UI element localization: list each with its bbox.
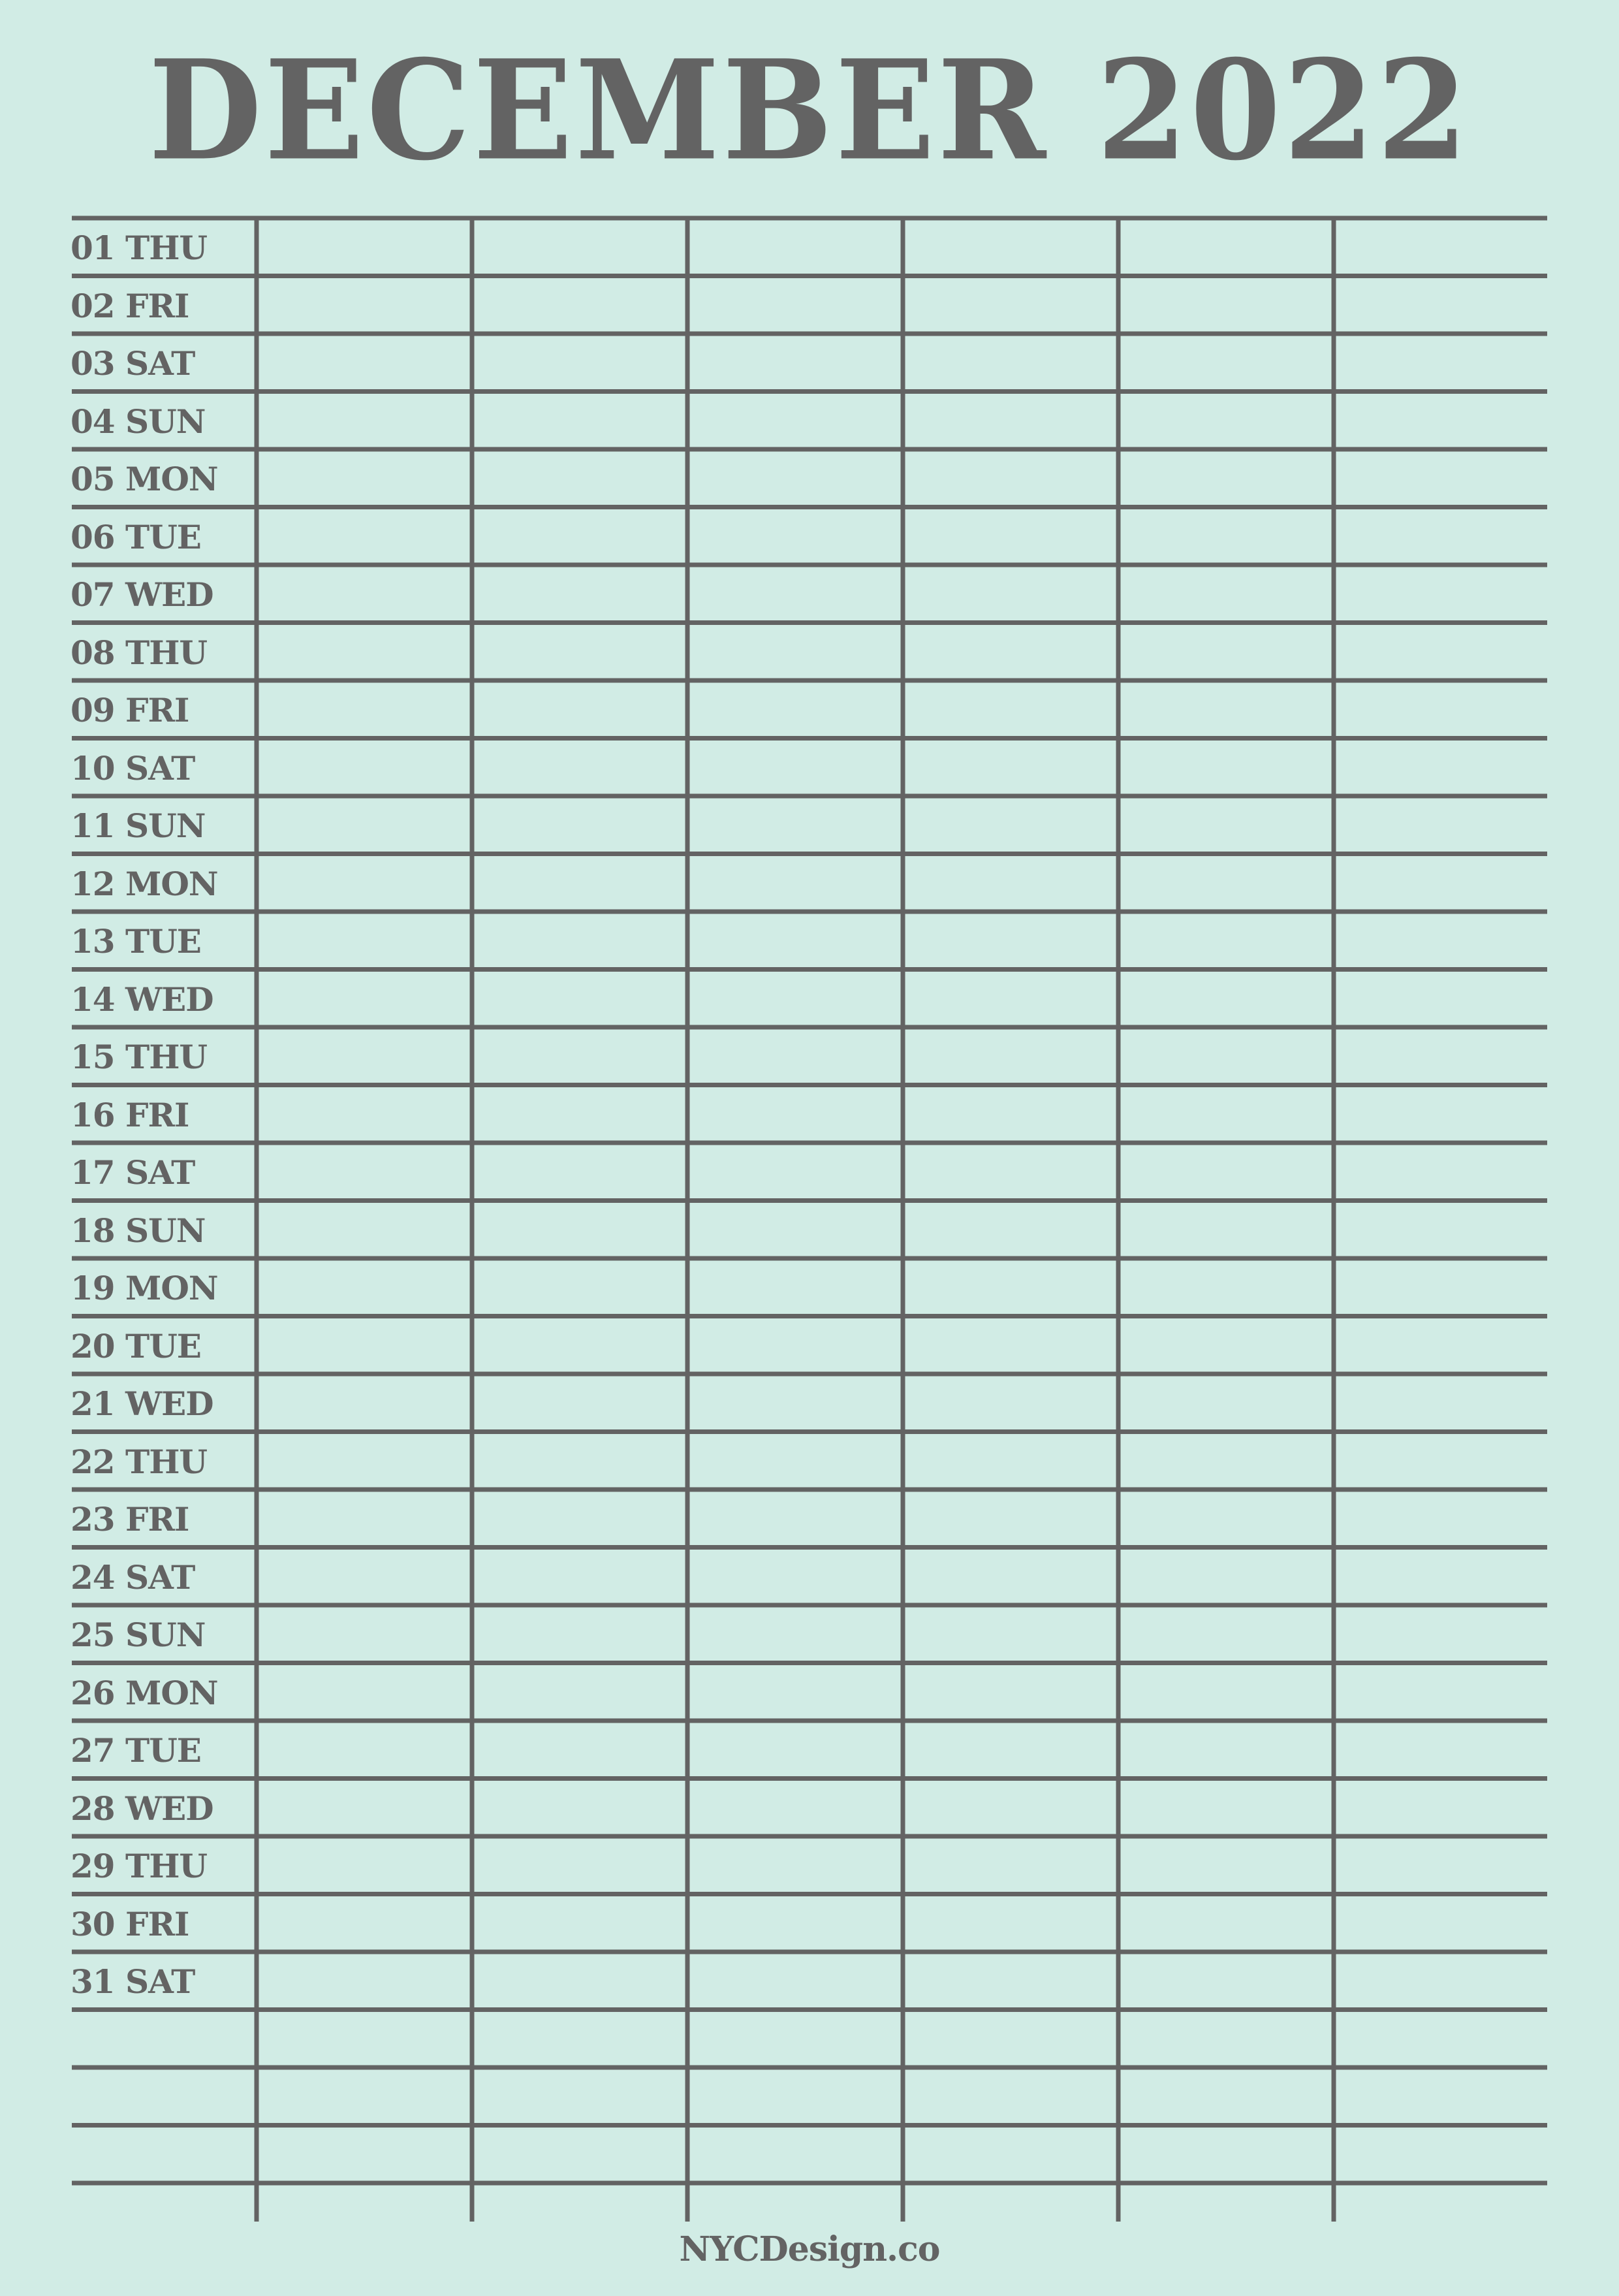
day-label: 30 FRI <box>71 1904 189 1943</box>
day-label: 19 MON <box>71 1269 218 1308</box>
day-label: 20 TUE <box>71 1326 201 1365</box>
day-label: 16 FRI <box>71 1095 189 1134</box>
day-label: 25 SUN <box>71 1616 206 1655</box>
day-label: 11 SUN <box>71 806 206 846</box>
day-label: 29 THU <box>71 1847 208 1886</box>
day-label: 04 SUN <box>71 402 206 441</box>
footer-brand: NYCDesign.co <box>679 2229 940 2269</box>
day-label: 27 TUE <box>71 1731 201 1770</box>
day-label: 21 WED <box>71 1384 213 1424</box>
day-label: 03 SAT <box>71 344 195 383</box>
day-label: 26 MON <box>71 1673 218 1712</box>
page-title: DECEMBER 2022 <box>148 30 1471 191</box>
day-label: 13 TUE <box>71 922 201 961</box>
day-label: 07 WED <box>71 575 213 614</box>
day-label: 08 THU <box>71 633 208 672</box>
day-label: 10 SAT <box>71 748 195 788</box>
day-label: 01 THU <box>71 229 208 268</box>
day-label: 05 MON <box>71 460 218 499</box>
day-label: 23 FRI <box>71 1500 189 1539</box>
day-label: 06 TUE <box>71 517 201 556</box>
day-label: 02 FRI <box>71 286 189 325</box>
day-label: 31 SAT <box>71 1962 195 2001</box>
day-label: 22 THU <box>71 1442 208 1481</box>
day-label: 09 FRI <box>71 691 189 730</box>
day-label: 28 WED <box>71 1789 213 1828</box>
day-label: 24 SAT <box>71 1557 195 1597</box>
day-label: 15 THU <box>71 1038 208 1077</box>
day-label: 17 SAT <box>71 1153 195 1192</box>
day-label: 12 MON <box>71 864 218 903</box>
day-label: 18 SUN <box>71 1211 206 1250</box>
day-label: 14 WED <box>71 980 213 1019</box>
